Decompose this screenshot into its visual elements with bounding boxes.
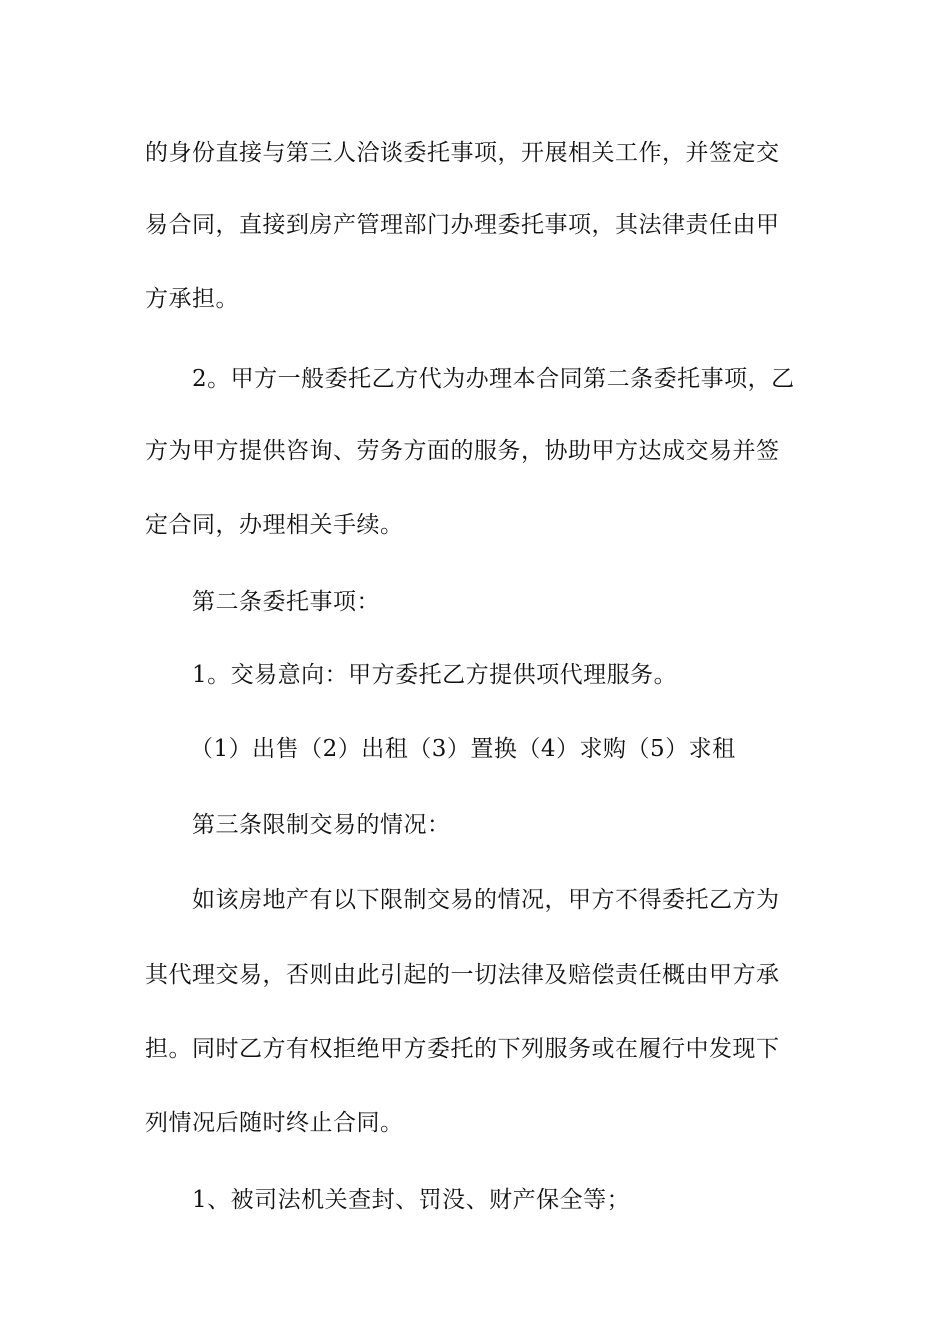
paragraph-line: 1。交易意向：甲方委托乙方提供项代理服务。: [192, 662, 678, 688]
paragraph-line: 方承担。: [145, 286, 239, 312]
paragraph-line: 2。甲方一般委托乙方代为办理本合同第二条委托事项，乙: [192, 366, 795, 392]
paragraph-line: 方为甲方提供咨询、劳务方面的服务，协助甲方达成交易并签: [145, 438, 780, 464]
paragraph-line: 如该房地产有以下限制交易的情况，甲方不得委托乙方为: [192, 887, 780, 913]
list-item: 1、被司法机关查封、罚没、财产保全等；: [192, 1187, 631, 1213]
paragraph-line: 担。同时乙方有权拒绝甲方委托的下列服务或在履行中发现下: [145, 1036, 780, 1062]
paragraph-line: 定合同，办理相关手续。: [145, 512, 404, 538]
paragraph-line: 易合同，直接到房产管理部门办理委托事项，其法律责任由甲: [145, 212, 780, 238]
section-heading: 第三条限制交易的情况：: [192, 812, 451, 838]
paragraph-line: 列情况后随时终止合同。: [145, 1110, 404, 1136]
section-heading: 第二条委托事项：: [192, 589, 380, 615]
paragraph-line: 其代理交易，否则由此引起的一切法律及赔偿责任概由甲方承: [145, 962, 780, 988]
option-list: （1）出售（2）出租（3）置换（4）求购（5）求租: [190, 736, 736, 762]
paragraph-line: 的身份直接与第三人洽谈委托事项，开展相关工作，并签定交: [145, 140, 780, 166]
